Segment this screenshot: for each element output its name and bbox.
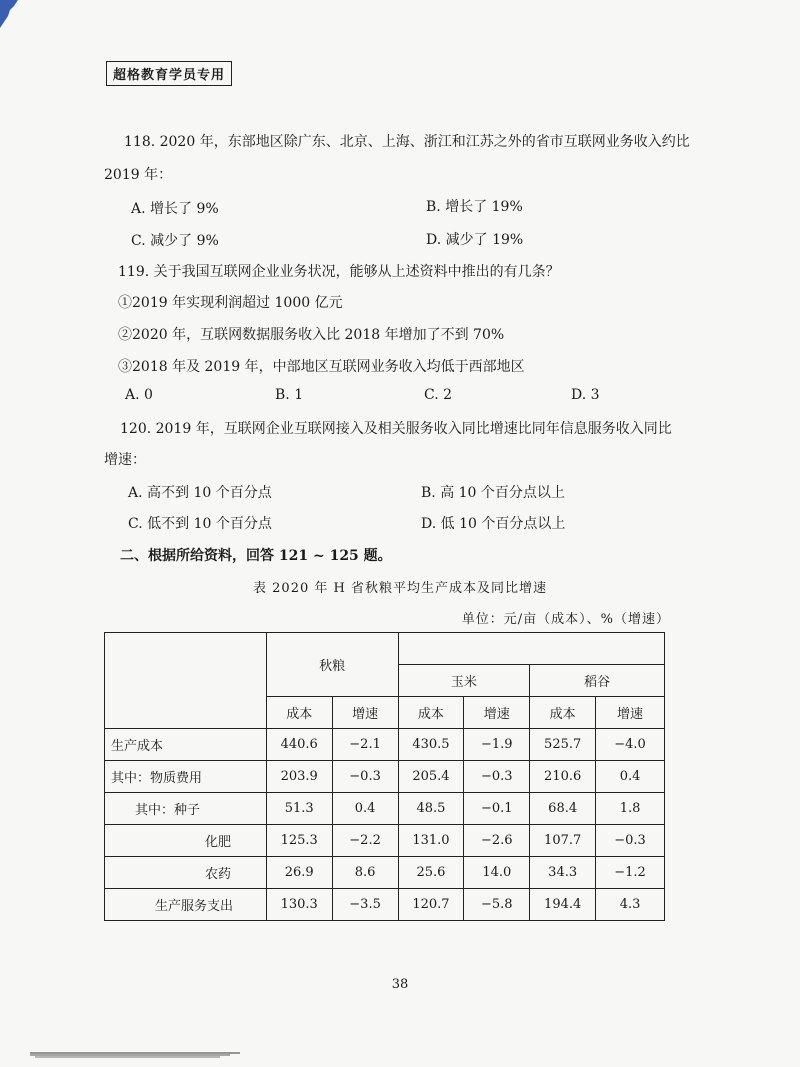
scan-bottom-streak bbox=[30, 1052, 240, 1058]
q119-option-c: C. 2 bbox=[424, 387, 453, 403]
q118-option-c: C. 减少了 9% bbox=[131, 233, 219, 249]
table-cell: 51.3 bbox=[266, 793, 332, 825]
table-cell: 34.3 bbox=[530, 857, 596, 889]
table-row bbox=[105, 857, 665, 889]
subheader-growth: 增速 bbox=[332, 697, 398, 729]
row-label: 其中：种子 bbox=[105, 793, 267, 825]
subheader-growth: 增速 bbox=[596, 697, 665, 729]
row-label: 农药 bbox=[105, 857, 267, 889]
group-header-corn: 玉米 bbox=[398, 665, 530, 697]
usage-stamp: 超格教育学员专用 bbox=[106, 61, 232, 86]
table-cell: 8.6 bbox=[332, 857, 398, 889]
page-number: 38 bbox=[391, 977, 409, 992]
q119-statement-3: ③2018 年及 2019 年，中部地区互联网业务收入均低于西部地区 bbox=[118, 359, 525, 375]
table-row bbox=[105, 729, 665, 761]
table-cell: 107.7 bbox=[530, 825, 596, 857]
table-cell: 131.0 bbox=[398, 825, 464, 857]
table-unit: 单位：元/亩（成本）、%（增速） bbox=[461, 612, 670, 627]
section-heading: 二、根据所给资料，回答 121 ~ 125 题。 bbox=[120, 548, 392, 564]
table-cell: −0.3 bbox=[332, 761, 398, 793]
q119-option-b: B. 1 bbox=[275, 387, 304, 403]
table-cell: 430.5 bbox=[398, 729, 464, 761]
table-cell: 130.3 bbox=[266, 889, 332, 921]
subheader-cost: 成本 bbox=[398, 697, 464, 729]
q120-stem-line2: 增速： bbox=[104, 452, 146, 468]
subheader-cost: 成本 bbox=[266, 697, 332, 729]
table-cell: 525.7 bbox=[530, 729, 596, 761]
scan-edge-mark bbox=[0, 0, 20, 30]
table-row bbox=[105, 889, 665, 921]
table-cell: 25.6 bbox=[398, 857, 464, 889]
table-cell: 68.4 bbox=[530, 793, 596, 825]
table-cell: −2.2 bbox=[332, 825, 398, 857]
q119-option-a: A. 0 bbox=[125, 387, 153, 403]
row-label: 化肥 bbox=[105, 825, 267, 857]
table-cell: 194.4 bbox=[530, 889, 596, 921]
q118-stem-line2: 2019 年： bbox=[104, 167, 173, 183]
table-cell: −3.5 bbox=[332, 889, 398, 921]
table-caption: 表 2020 年 H 省秋粮平均生产成本及同比增速 bbox=[253, 581, 547, 596]
table-cell: −1.9 bbox=[464, 729, 530, 761]
group-header-autumn-grain: 秋粮 bbox=[266, 633, 398, 697]
table-cell: −2.6 bbox=[464, 825, 530, 857]
table-cell: −0.1 bbox=[464, 793, 530, 825]
table-cell: 205.4 bbox=[398, 761, 464, 793]
table-cell: −2.1 bbox=[332, 729, 398, 761]
table-cell: 0.4 bbox=[332, 793, 398, 825]
q120-stem-line1: 120. 2019 年，互联网企业互联网接入及相关服务收入同比增速比同年信息服务收入同比 bbox=[120, 421, 672, 437]
table-cell: 120.7 bbox=[398, 889, 464, 921]
table-cell: 125.3 bbox=[266, 825, 332, 857]
table-cell: −4.0 bbox=[596, 729, 665, 761]
table-cell: 440.6 bbox=[266, 729, 332, 761]
table-row bbox=[105, 761, 665, 793]
group-header-spacer bbox=[398, 633, 665, 665]
subheader-growth: 增速 bbox=[464, 697, 530, 729]
cost-table bbox=[104, 632, 665, 921]
q119-statement-1: ①2019 年实现利润超过 1000 亿元 bbox=[118, 295, 343, 311]
q118-option-b: B. 增长了 19% bbox=[426, 199, 523, 215]
row-label: 生产成本 bbox=[105, 729, 267, 761]
table-row bbox=[105, 793, 665, 825]
q120-option-b: B. 高 10 个百分点以上 bbox=[421, 485, 565, 501]
q120-option-a: A. 高不到 10 个百分点 bbox=[128, 485, 272, 501]
table-cell: 0.4 bbox=[596, 761, 665, 793]
q119-option-d: D. 3 bbox=[571, 387, 600, 403]
group-header-rice: 稻谷 bbox=[530, 665, 665, 697]
table-cell: −5.8 bbox=[464, 889, 530, 921]
table-cell: 1.8 bbox=[596, 793, 665, 825]
row-label: 生产服务支出 bbox=[105, 889, 267, 921]
table-cell: −1.2 bbox=[596, 857, 665, 889]
subheader-cost: 成本 bbox=[530, 697, 596, 729]
header-corner bbox=[105, 633, 267, 729]
table-cell: 48.5 bbox=[398, 793, 464, 825]
q119-statement-2: ②2020 年，互联网数据服务收入比 2018 年增加了不到 70% bbox=[118, 327, 505, 343]
q119-stem: 119. 关于我国互联网企业业务状况，能够从上述资料中推出的有几条？ bbox=[118, 264, 560, 280]
q120-option-c: C. 低不到 10 个百分点 bbox=[128, 516, 272, 532]
q120-option-d: D. 低 10 个百分点以上 bbox=[421, 516, 566, 532]
table-cell: 14.0 bbox=[464, 857, 530, 889]
table-cell: 26.9 bbox=[266, 857, 332, 889]
table-cell: 4.3 bbox=[596, 889, 665, 921]
q118-option-a: A. 增长了 9% bbox=[131, 201, 219, 217]
q118-stem-line1: 118. 2020 年，东部地区除广东、北京、上海、浙江和江苏之外的省市互联网业务收入约比 bbox=[124, 134, 690, 150]
table-cell: 203.9 bbox=[266, 761, 332, 793]
row-label: 其中：物质费用 bbox=[105, 761, 267, 793]
q118-option-d: D. 减少了 19% bbox=[426, 232, 524, 248]
table-row bbox=[105, 825, 665, 857]
table-cell: −0.3 bbox=[596, 825, 665, 857]
table-cell: 210.6 bbox=[530, 761, 596, 793]
table-cell: −0.3 bbox=[464, 761, 530, 793]
